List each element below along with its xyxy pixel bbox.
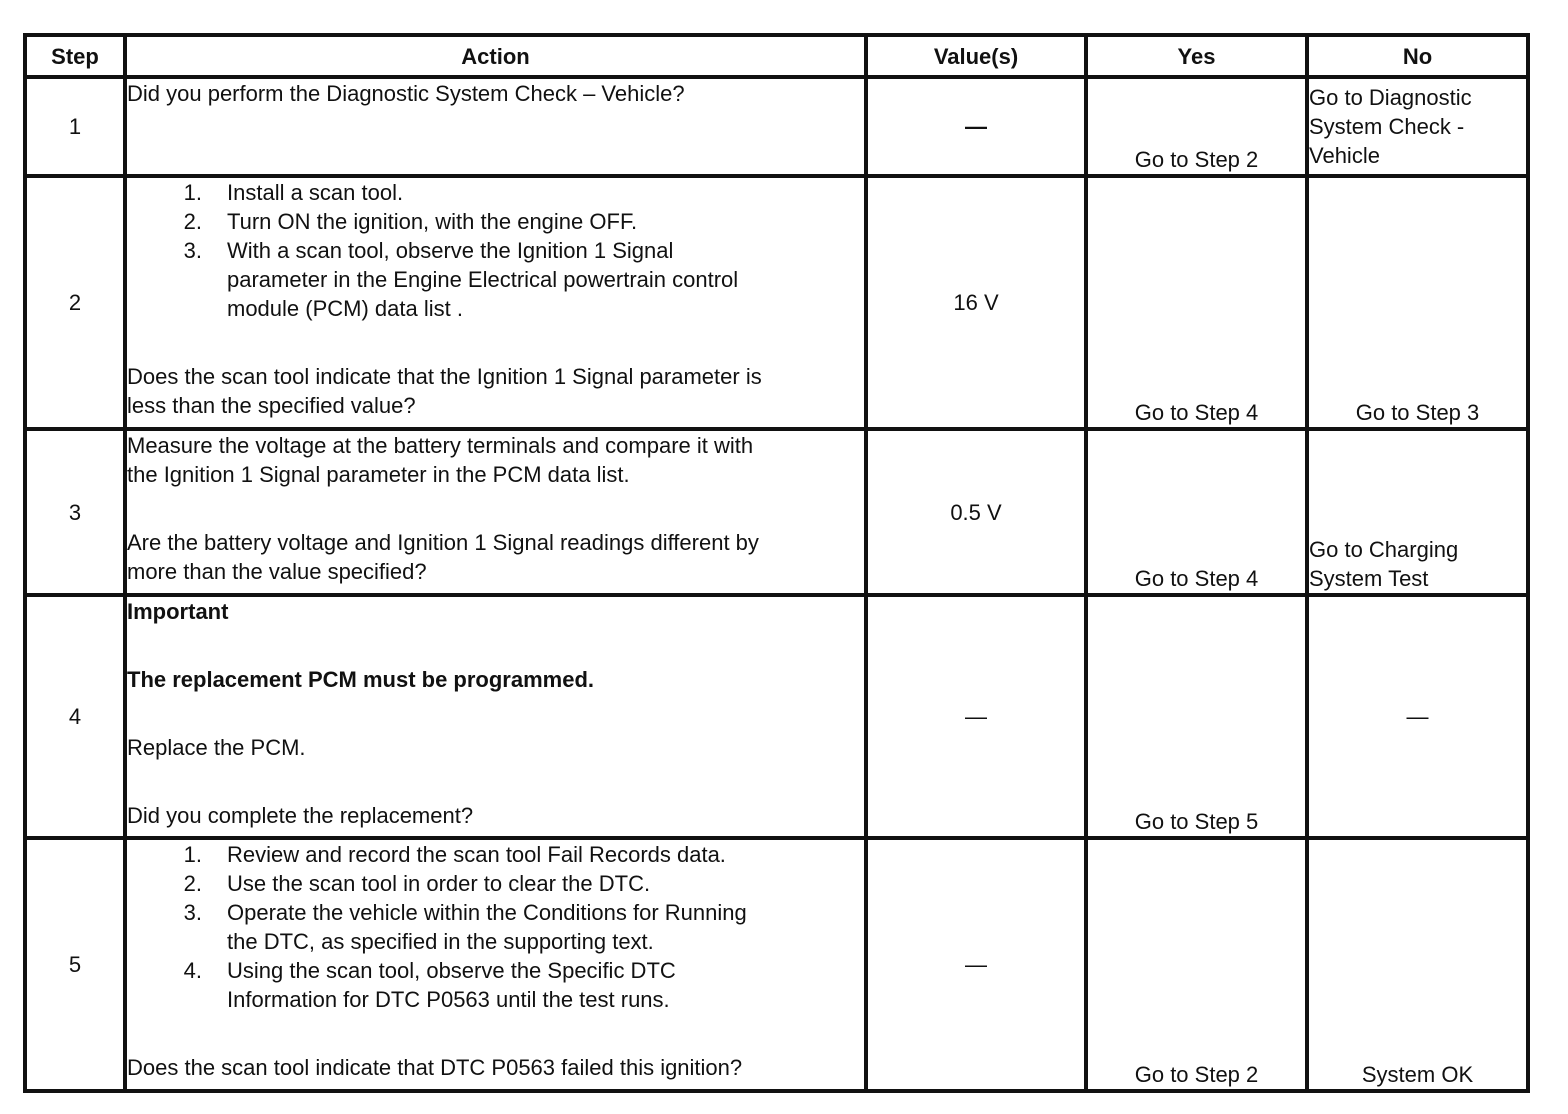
procedure-list — [127, 178, 864, 323]
important-note: The replacement PCM must be programmed. — [127, 667, 594, 692]
action-cell — [125, 838, 866, 1091]
value-cell: — — [866, 595, 1086, 838]
question-text: Are the battery voltage and Ignition 1 Signal readings different by more than the value specified? — [127, 530, 759, 584]
no-line: Go to Diagnostic — [1309, 85, 1472, 110]
table-row — [25, 838, 1528, 1091]
yes-cell: Go to Step 2 — [1086, 77, 1307, 176]
no-cell: System OK — [1307, 838, 1528, 1091]
value-cell — [866, 77, 1086, 176]
header-yes: Yes — [1086, 35, 1307, 77]
header-no: No — [1307, 35, 1528, 77]
list-item: 3. With a scan tool, observe the Ignition 1 Signal parameter in the Engine Electrical powertrain control module (PCM) data list . — [183, 238, 739, 321]
header-value: Value(s) — [866, 35, 1086, 77]
step-number: 3 — [25, 429, 125, 595]
list-item: 3. Operate the vehicle within the Conditions for Running the DTC, as specified in the supporting text. — [183, 900, 747, 954]
value-cell: — — [866, 838, 1086, 1091]
step-number: 5 — [25, 838, 125, 1091]
step-number: 1 — [25, 77, 125, 176]
question-text: Did you complete the replacement? — [127, 803, 474, 828]
no-cell — [1307, 77, 1528, 176]
action-text: Replace the PCM. — [127, 735, 306, 760]
table-row — [25, 595, 1528, 838]
important-label: Important — [127, 599, 229, 624]
procedure-list — [127, 840, 864, 1014]
yes-cell: Go to Step 4 — [1086, 429, 1307, 595]
list-item: 4. Using the scan tool, observe the Specific DTC Information for DTC P0563 until the test runs. — [183, 958, 676, 1012]
no-line: Go to Charging — [1309, 537, 1459, 562]
header-action: Action — [125, 35, 866, 77]
value-text: — — [965, 114, 987, 139]
header-row — [25, 35, 1528, 77]
no-cell: Go to Step 3 — [1307, 176, 1528, 429]
list-item: 1. Install a scan tool. — [183, 180, 404, 205]
diagnostic-table — [23, 33, 1530, 1093]
table-row — [25, 429, 1528, 595]
yes-cell: Go to Step 5 — [1086, 595, 1307, 838]
table-row — [25, 77, 1528, 176]
action-text: Did you perform the Diagnostic System Check – Vehicle? — [127, 81, 685, 106]
no-line: Vehicle — [1309, 143, 1380, 168]
yes-cell: Go to Step 4 — [1086, 176, 1307, 429]
table-row — [25, 176, 1528, 429]
question-text: Does the scan tool indicate that the Ignition 1 Signal parameter is less than the specified value? — [127, 364, 762, 418]
list-item: 2. Turn ON the ignition, with the engine OFF. — [183, 209, 638, 234]
list-item: 1. Review and record the scan tool Fail Records data. — [183, 842, 726, 867]
no-cell: — — [1307, 595, 1528, 838]
yes-cell: Go to Step 2 — [1086, 838, 1307, 1091]
no-line: System Check - — [1309, 114, 1465, 139]
value-cell: 0.5 V — [866, 429, 1086, 595]
no-line: System Test — [1309, 566, 1429, 591]
value-cell: 16 V — [866, 176, 1086, 429]
action-cell — [125, 77, 866, 176]
list-item: 2. Use the scan tool in order to clear the DTC. — [183, 871, 651, 896]
step-number: 2 — [25, 176, 125, 429]
question-text: Does the scan tool indicate that DTC P0563 failed this ignition? — [127, 1055, 743, 1080]
action-cell: Measure the voltage at the battery terminals and compare it with the Ignition 1 Signal parameter in the PCM data list. Are the battery voltage and Ignition 1 Signal readings different by more than the value specified? — [125, 429, 866, 595]
no-cell — [1307, 429, 1528, 595]
action-cell — [125, 176, 866, 429]
header-step: Step — [25, 35, 125, 77]
step-number: 4 — [25, 595, 125, 838]
action-cell — [125, 595, 866, 838]
